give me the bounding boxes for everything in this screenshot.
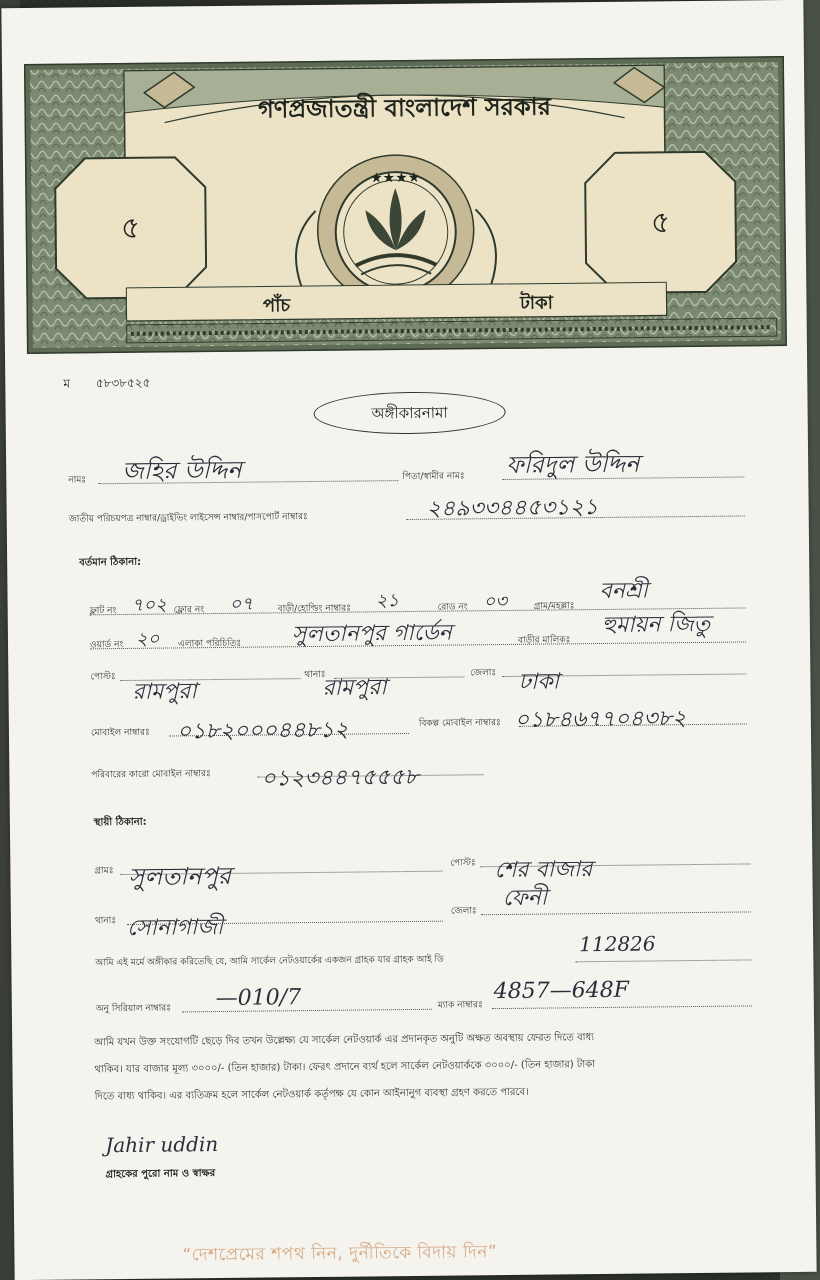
customer-signature: Jahir uddin: [105, 1132, 219, 1158]
father-name-label: পিতা/স্বামীর নামঃ: [402, 471, 465, 483]
name-value: জহির উদ্দিন: [122, 455, 242, 485]
house-value: ২১: [375, 590, 400, 612]
family-mobile-label: পরিবারের কারো মোবাইল নাম্বারঃ: [91, 769, 211, 781]
floor-label: ফ্লোর নং: [173, 605, 205, 616]
customer-id-statement: আমি এই মর্মে অঙ্গীকার করিতেছি যে, আমি সার্কেল নেটওয়ার্কের একজন গ্রাহক যার গ্রাহক আই ডি: [95, 954, 444, 969]
village-label: গ্রাম/মহল্লাঃ: [533, 601, 575, 612]
nid-value: ২৪৯৩৩৪৪৫৩১২১: [426, 495, 599, 522]
nid-label: জাতীয় পরিচয়পত্র নাম্বার/ড্রাইভিং লাইসেন্স নাম্বার/পাসপোর্ট নাম্বারঃ: [68, 512, 308, 525]
signature-label: গ্রাহকের পুরো নাম ও স্বাক্ষর: [105, 1168, 216, 1181]
road-value: ০৩: [483, 590, 508, 613]
stamp-paper-document: [1, 0, 816, 1280]
alt-mobile-label: বিকল্প মোবাইল নাম্বারঃ: [418, 718, 501, 729]
stamp-value-right: ৫: [650, 205, 671, 241]
declaration-line-3: দিতে বাধ্য থাকিব। এর ব্যতিক্রম হলে সার্কেল নেটওয়ার্ক কর্তৃপক্ষ যে কোন আইনানুগ ব্যবস্থা গ্রহণ করতে পারবে।: [94, 1086, 529, 1103]
customer-id-value: 112826: [579, 931, 656, 957]
mac-label: ম্যাক নাম্বারঃ: [437, 1000, 483, 1011]
flat-label: ফ্লাট নং: [89, 606, 117, 617]
anti-corruption-slogan: “দেশপ্রেমের শপথ নিন, দুর্নীতিকে বিদায় দিন”: [182, 1242, 498, 1266]
stamp-serial: [63, 375, 150, 396]
perm-district-value: ফেনী: [502, 885, 548, 912]
declaration-line-1: আমি যখন উক্ত সংযোগটি ছেড়ে দিব তখন উল্লেক্ষ্য যে সার্কেল নেটওয়ার্ক এর প্রদানকৃত অনুটি অক্ষত অবস্থায় ফেরত দিতে বাধ্য: [94, 1032, 595, 1049]
ward-label: ওয়ার্ড নং: [89, 639, 124, 651]
svg-text:★★★★: ★★★★: [369, 169, 421, 187]
stamp-amount-word-left: পাঁচ: [262, 295, 291, 317]
house-label: বাড়ী/হোল্ডিং নাম্বারঃ: [277, 603, 352, 615]
serial-prefix: ম: [63, 376, 71, 391]
flat-value: ৭০২: [131, 594, 167, 616]
onu-serial-label: অনু সিরিয়াল নাম্বারঃ: [95, 1003, 172, 1015]
serial-number: ৫৮৩৮৫২৫: [95, 375, 151, 391]
declaration-paragraph: [94, 1022, 755, 1110]
owner-label: বাড়ীর মালিকঃ: [517, 635, 571, 646]
area-label: এলাকা পরিচিতিঃ: [177, 638, 242, 650]
stamp-value-left: ৫: [120, 210, 141, 246]
stamp-amount-word-right: টাকা: [519, 292, 554, 314]
stamp-header-text: গণপ্রজাতন্ত্রী বাংলাদেশ সরকার: [257, 92, 551, 124]
family-mobile-value: ০১২৩৪৪৭৫৫৫৮: [261, 764, 419, 792]
perm-district-label: জেলাঃ: [450, 906, 477, 917]
district-value: ঢাকা: [518, 669, 560, 695]
mobile-value: ০১৮২০০০৪৪৮১২: [176, 717, 349, 745]
perm-village-label: গ্রামঃ: [94, 866, 114, 877]
permanent-address-heading: স্থায়ী ঠিকানা:: [93, 816, 147, 829]
mac-line: [492, 1005, 752, 1009]
customer-id-line: [575, 959, 751, 962]
mobile-label: মোবাইল নাম্বারঃ: [90, 727, 150, 739]
post-label: পোস্টঃ: [90, 672, 116, 683]
perm-thana-value: সোনাগাজী: [126, 914, 224, 941]
document-title: অঙ্গীকারনামা: [313, 391, 505, 435]
village-value: বনশ্রী: [599, 578, 648, 605]
thana-label: থানাঃ: [304, 669, 326, 681]
owner-value: হুমায়ন জিতু: [601, 611, 711, 638]
floor-value: ০৭: [229, 593, 254, 615]
alt-mobile-value: ০১৮৪৬৭৭০৪৩৮২: [514, 706, 687, 733]
ward-value: ২০: [135, 628, 160, 650]
perm-village-value: সুলতানপুর: [128, 861, 232, 891]
area-value: সুলতানপুর গার্ডেন: [291, 620, 452, 648]
perm-post-value: শের বাজার: [494, 857, 593, 884]
perm-post-label: পোস্টঃ: [450, 858, 476, 869]
mac-value: 4857—648F: [493, 977, 630, 1005]
perm-thana-label: থানাঃ: [94, 916, 117, 927]
road-label: রোড নং: [437, 602, 468, 613]
post-value: রামপুরা: [132, 679, 197, 705]
name-label: নামঃ: [68, 475, 87, 486]
thana-value: রামপুরা: [322, 675, 387, 701]
district-label: জেলাঃ: [470, 668, 497, 679]
revenue-stamp: [24, 56, 787, 354]
national-emblem-icon: [317, 154, 475, 306]
declaration-line-2: থাকিব। যার বাজার মূল্য ৩০০০/- (তিন হাজার) টাকা। ফেরৎ প্রদানে ব্যর্থ হলে সার্কেল নেটওয়ার্ককে ৩০০০/- (তিন হাজার) টাকা: [94, 1059, 596, 1076]
current-address-heading: বর্তমান ঠিকানা:: [79, 556, 142, 569]
onu-serial-value: —010/7: [215, 985, 302, 1012]
father-name-value: ফরিদুল উদ্দিন: [506, 449, 640, 479]
